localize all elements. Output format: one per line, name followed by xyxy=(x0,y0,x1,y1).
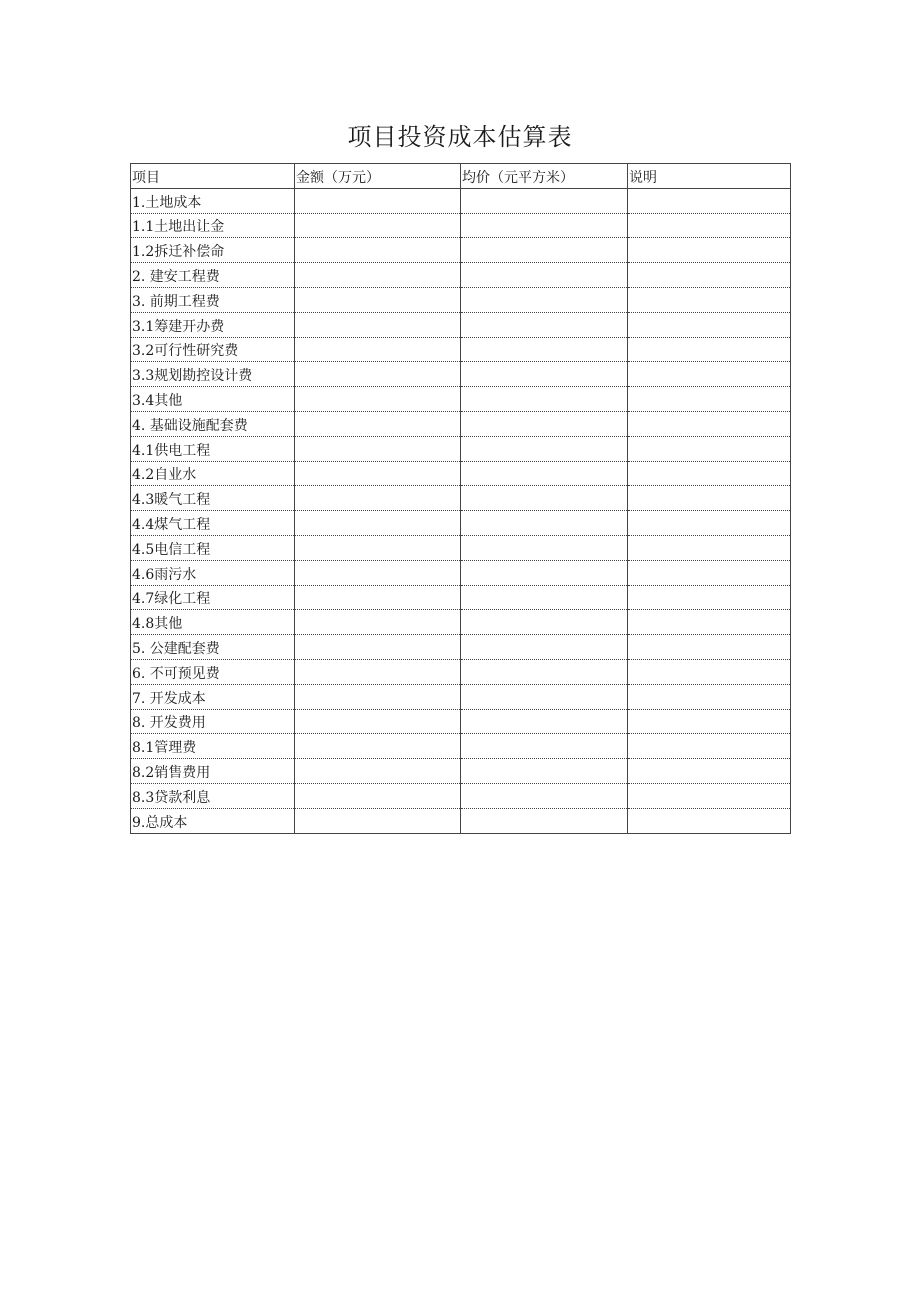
header-item: 项目 xyxy=(131,164,295,189)
table-row xyxy=(131,511,791,536)
unit-price-cell xyxy=(461,436,628,461)
table-row xyxy=(131,436,791,461)
item-cell: 5. 公建配套费 xyxy=(131,635,295,660)
table-row xyxy=(131,560,791,585)
unit-price-cell xyxy=(461,610,628,635)
table-row xyxy=(131,709,791,734)
amount-cell xyxy=(295,238,461,263)
table-row xyxy=(131,263,791,288)
amount-cell xyxy=(295,808,461,833)
amount-cell xyxy=(295,610,461,635)
unit-price-cell xyxy=(461,213,628,238)
notes-cell xyxy=(628,560,791,585)
item-cell: 3. 前期工程费 xyxy=(131,287,295,312)
amount-cell xyxy=(295,287,461,312)
item-cell: 4.4煤气工程 xyxy=(131,511,295,536)
item-cell: 4.6雨污水 xyxy=(131,560,295,585)
item-cell: 1.1土地出让金 xyxy=(131,213,295,238)
notes-cell xyxy=(628,263,791,288)
cost-estimate-table xyxy=(130,163,791,834)
table-row xyxy=(131,486,791,511)
item-cell: 8.2销售费用 xyxy=(131,759,295,784)
item-cell: 4.1供电工程 xyxy=(131,436,295,461)
table-row xyxy=(131,635,791,660)
amount-cell xyxy=(295,486,461,511)
item-cell: 4. 基础设施配套费 xyxy=(131,411,295,436)
unit-price-cell xyxy=(461,411,628,436)
item-cell: 4.5电信工程 xyxy=(131,535,295,560)
notes-cell xyxy=(628,709,791,734)
item-cell: 8.3贷款利息 xyxy=(131,783,295,808)
amount-cell xyxy=(295,511,461,536)
item-cell: 4.8其他 xyxy=(131,610,295,635)
amount-cell xyxy=(295,188,461,213)
amount-cell xyxy=(295,312,461,337)
unit-price-cell xyxy=(461,783,628,808)
table-row xyxy=(131,585,791,610)
amount-cell xyxy=(295,535,461,560)
unit-price-cell xyxy=(461,709,628,734)
amount-cell xyxy=(295,734,461,759)
table-row xyxy=(131,287,791,312)
item-cell: 6. 不可预见费 xyxy=(131,659,295,684)
table-row xyxy=(131,411,791,436)
unit-price-cell xyxy=(461,287,628,312)
notes-cell xyxy=(628,213,791,238)
unit-price-cell xyxy=(461,238,628,263)
amount-cell xyxy=(295,659,461,684)
unit-price-cell xyxy=(461,312,628,337)
unit-price-cell xyxy=(461,188,628,213)
notes-cell xyxy=(628,238,791,263)
header-unit-price: 均价（元平方米） xyxy=(461,164,628,189)
notes-cell xyxy=(628,734,791,759)
item-cell: 4.3暖气工程 xyxy=(131,486,295,511)
unit-price-cell xyxy=(461,263,628,288)
amount-cell xyxy=(295,387,461,412)
item-cell: 9.总成本 xyxy=(131,808,295,833)
unit-price-cell xyxy=(461,659,628,684)
table-row xyxy=(131,461,791,486)
amount-cell xyxy=(295,362,461,387)
table-row xyxy=(131,362,791,387)
notes-cell xyxy=(628,808,791,833)
notes-cell xyxy=(628,535,791,560)
table-row xyxy=(131,238,791,263)
table-row xyxy=(131,312,791,337)
amount-cell xyxy=(295,263,461,288)
table-row xyxy=(131,213,791,238)
table-row xyxy=(131,337,791,362)
notes-cell xyxy=(628,659,791,684)
notes-cell xyxy=(628,635,791,660)
notes-cell xyxy=(628,362,791,387)
amount-cell xyxy=(295,213,461,238)
item-cell: 8. 开发费用 xyxy=(131,709,295,734)
unit-price-cell xyxy=(461,808,628,833)
notes-cell xyxy=(628,610,791,635)
amount-cell xyxy=(295,684,461,709)
unit-price-cell xyxy=(461,535,628,560)
header-notes: 说明 xyxy=(628,164,791,189)
item-cell: 7. 开发成本 xyxy=(131,684,295,709)
notes-cell xyxy=(628,759,791,784)
table-row xyxy=(131,808,791,833)
amount-cell xyxy=(295,783,461,808)
item-cell: 3.4其他 xyxy=(131,387,295,412)
unit-price-cell xyxy=(461,387,628,412)
item-cell: 1.土地成本 xyxy=(131,188,295,213)
unit-price-cell xyxy=(461,759,628,784)
amount-cell xyxy=(295,585,461,610)
notes-cell xyxy=(628,461,791,486)
notes-cell xyxy=(628,188,791,213)
table-row xyxy=(131,759,791,784)
amount-cell xyxy=(295,635,461,660)
table-row xyxy=(131,659,791,684)
amount-cell xyxy=(295,337,461,362)
notes-cell xyxy=(628,511,791,536)
document-title: 项目投资成本估算表 xyxy=(347,123,573,151)
table-row xyxy=(131,610,791,635)
notes-cell xyxy=(628,783,791,808)
amount-cell xyxy=(295,759,461,784)
notes-cell xyxy=(628,411,791,436)
notes-cell xyxy=(628,337,791,362)
item-cell: 3.3规划勘控设计费 xyxy=(131,362,295,387)
table-row xyxy=(131,535,791,560)
unit-price-cell xyxy=(461,635,628,660)
amount-cell xyxy=(295,461,461,486)
item-cell: 3.2可行性研究费 xyxy=(131,337,295,362)
unit-price-cell xyxy=(461,511,628,536)
table-row xyxy=(131,387,791,412)
header-amount: 金额（万元） xyxy=(295,164,461,189)
notes-cell xyxy=(628,387,791,412)
table-row xyxy=(131,783,791,808)
item-cell: 3.1筹建开办费 xyxy=(131,312,295,337)
item-cell: 4.7绿化工程 xyxy=(131,585,295,610)
unit-price-cell xyxy=(461,560,628,585)
unit-price-cell xyxy=(461,486,628,511)
amount-cell xyxy=(295,560,461,585)
item-cell: 8.1管理费 xyxy=(131,734,295,759)
amount-cell xyxy=(295,436,461,461)
amount-cell xyxy=(295,709,461,734)
table-row xyxy=(131,684,791,709)
table-header-row xyxy=(131,164,791,189)
table-row xyxy=(131,734,791,759)
table-body xyxy=(131,188,791,833)
table-row xyxy=(131,188,791,213)
notes-cell xyxy=(628,585,791,610)
notes-cell xyxy=(628,684,791,709)
unit-price-cell xyxy=(461,734,628,759)
unit-price-cell xyxy=(461,684,628,709)
unit-price-cell xyxy=(461,461,628,486)
notes-cell xyxy=(628,312,791,337)
unit-price-cell xyxy=(461,337,628,362)
item-cell: 1.2拆迁补偿命 xyxy=(131,238,295,263)
unit-price-cell xyxy=(461,362,628,387)
unit-price-cell xyxy=(461,585,628,610)
notes-cell xyxy=(628,436,791,461)
notes-cell xyxy=(628,287,791,312)
item-cell: 2. 建安工程费 xyxy=(131,263,295,288)
notes-cell xyxy=(628,486,791,511)
item-cell: 4.2自业水 xyxy=(131,461,295,486)
amount-cell xyxy=(295,411,461,436)
